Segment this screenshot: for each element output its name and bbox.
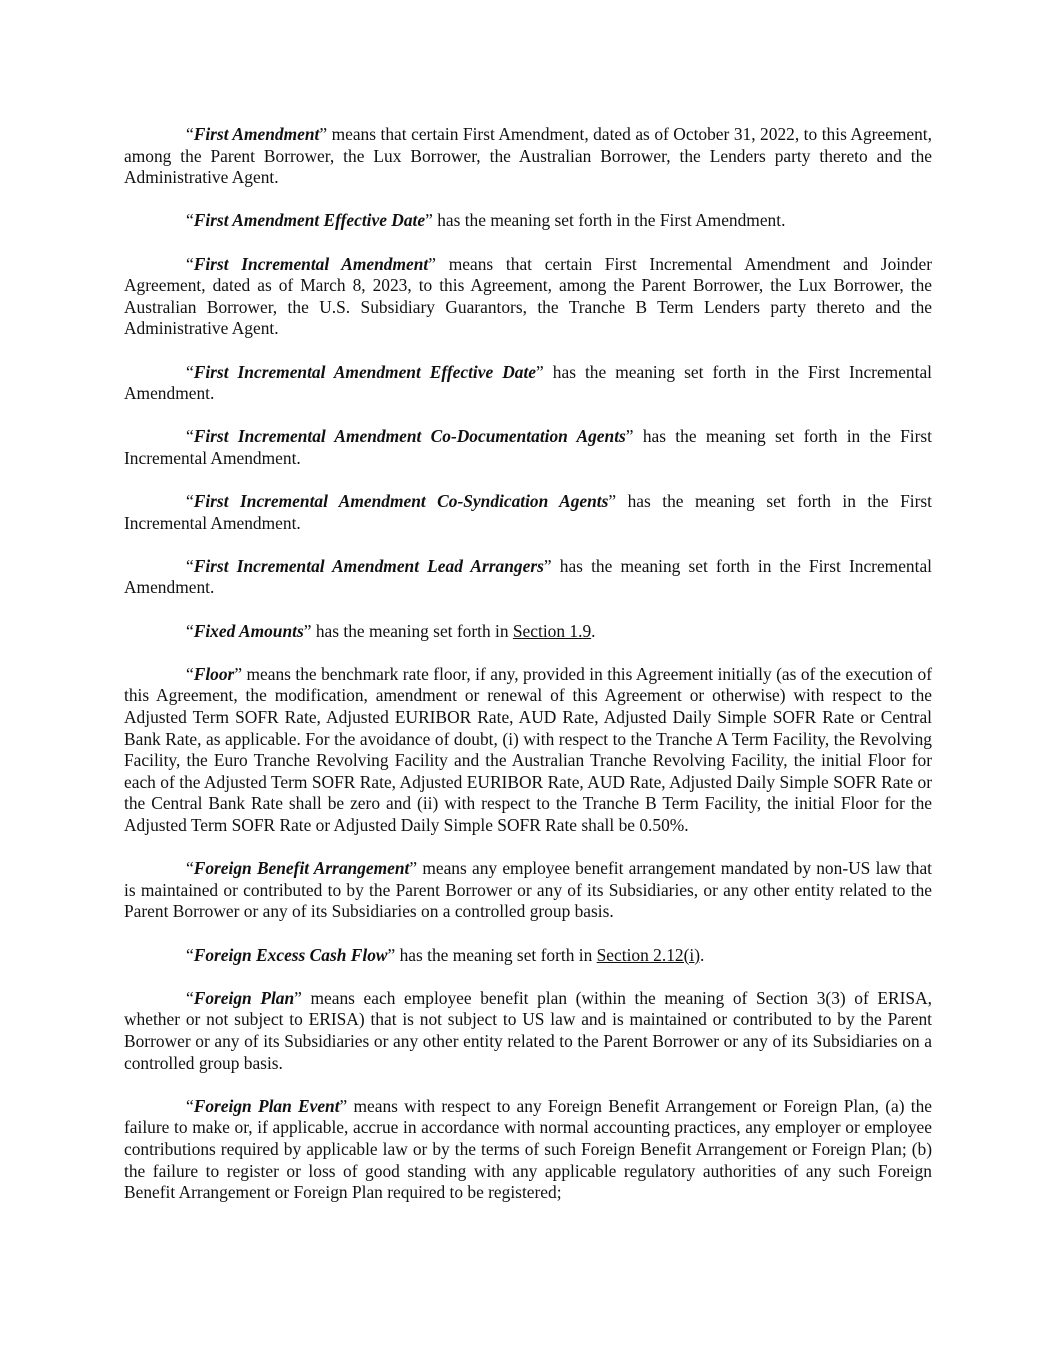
defined-term: First Incremental Amendment <box>193 253 429 274</box>
section-reference-link[interactable]: Section 1.9 <box>512 620 592 641</box>
definition-fixed-amounts: “Fixed Amounts” has the meaning set forth in Section 1.9. <box>186 620 596 641</box>
definition-co-documentation-agents: “First Incremental Amendment Co-Documentation Agents” has the meaning set forth in the First Incremental Amendment. <box>124 426 932 468</box>
defined-term: Foreign Plan Event <box>193 1095 340 1116</box>
definition-text: has the meaning set forth in the First Amendment. <box>432 210 786 231</box>
document-page <box>124 124 932 1225</box>
defined-term: Fixed Amounts <box>193 620 304 641</box>
defined-term: First Incremental Amendment Effective Date <box>193 361 537 382</box>
defined-term: Foreign Benefit Arrangement <box>193 858 410 879</box>
definition-lead-arrangers: “First Incremental Amendment Lead Arrangers” has the meaning set forth in the First Incremental Amendment. <box>124 555 932 598</box>
definition-text: has the meaning set forth in the First Incremental Amendment. <box>124 426 932 468</box>
definition-text: means that certain First Incremental Amendment and Joinder Agreement, dated as of March 8, 2023, to this Agreement, among the Parent Borrower, the Lux Borrower, the Australian Borrower, the U.S. Subsidiary Guarantors, the Tranche B Term Lenders party thereto and the Administrative Agent. <box>124 253 933 339</box>
definition-text-end: . <box>591 620 596 641</box>
defined-term: Foreign Plan <box>193 987 295 1008</box>
definition-first-amendment: “First Amendment” means that certain First Amendment, dated as of October 31, 2022, to this Agreement, among the Parent Borrower, the Lux Borrower, the Australian Borrower, the Lenders party thereto and the Administrative Agent. <box>124 124 932 188</box>
definition-text-end: . <box>700 944 705 965</box>
definition-co-syndication-agents: “First Incremental Amendment Co-Syndication Agents” has the meaning set forth in the First Incremental Amendment. <box>124 491 932 533</box>
definition-foreign-plan-event: “Foreign Plan Event” means with respect to any Foreign Benefit Arrangement or Foreign Plan, (a) the failure to make or, if applicable, accrue in accordance with normal accounting practices, any employer or employee contributions required by applicable law or by the terms of such Foreign Benefit Arrangement or Foreign Plan; (b) the failure to register or loss of good standing with any applicable regulatory authorities of any such Foreign Benefit Arrangement or Foreign Plan required to be registered; <box>124 1095 932 1203</box>
section-reference-link[interactable]: Section 2.12(i) <box>596 944 700 965</box>
definition-text: has the meaning set forth in <box>311 620 513 641</box>
definition-first-incremental-amendment-effective-date: “First Incremental Amendment Effective Date” has the meaning set forth in the First Incremental Amendment. <box>124 361 932 404</box>
definition-text: means with respect to any Foreign Benefit Arrangement or Foreign Plan, (a) the failure to make or, if applicable, accrue in accordance with normal accounting practices, any employer or employee contributions required by applicable law or by the terms of such Foreign Benefit Arrangement or Foreign Plan; (b) the failure to register or loss of good standing with any applicable regulatory authorities of any such Foreign Benefit Arrangement or Foreign Plan required to be registered; <box>124 1095 932 1203</box>
definition-text: has the meaning set forth in the First Incremental Amendment. <box>124 491 932 533</box>
defined-term: Floor <box>193 663 235 684</box>
definition-text: means the benchmark rate floor, if any, provided in this Agreement initially (as of the execution of this Agreement, the modification, amendment or renewal of this Agreement or otherwise) with respect to the Adjusted Term SOFR Rate, Adjusted EURIBOR Rate, AUD Rate, Adjusted Daily Simple SOFR Rate or Central Bank Rate, as applicable. For the avoidance of doubt, (i) with respect to the Tranche A Term Facility, the Revolving Facility, the Euro Tranche Revolving Facility and the Australian Tranche Revolving Facility, the initial Floor for each of the Adjusted Term SOFR Rate, Adjusted EURIBOR Rate, AUD Rate, Adjusted Daily Simple SOFR Rate or the Central Bank Rate shall be zero and (ii) with respect to the Tranche B Term Facility, the initial Floor for the Adjusted Term SOFR Rate or Adjusted Daily Simple SOFR Rate shall be 0.50%. <box>124 663 932 835</box>
definition-text: has the meaning set forth in <box>395 944 597 965</box>
definition-first-amendment-effective-date: “First Amendment Effective Date” has the meaning set forth in the First Amendment. <box>186 210 786 231</box>
definition-text: has the meaning set forth in the First Incremental Amendment. <box>124 361 932 404</box>
defined-term: Foreign Excess Cash Flow <box>193 944 388 965</box>
definition-floor: “Floor” means the benchmark rate floor, if any, provided in this Agreement initially (as of the execution of this Agreement, the modification, amendment or renewal of this Agreement or otherwise) with respect to the Adjusted Term SOFR Rate, Adjusted EURIBOR Rate, AUD Rate, Adjusted Daily Simple SOFR Rate or Central Bank Rate, as applicable. For the avoidance of doubt, (i) with respect to the Tranche A Term Facility, the Revolving Facility, the Euro Tranche Revolving Facility and the Australian Tranche Revolving Facility, the initial Floor for each of the Adjusted Term SOFR Rate, Adjusted EURIBOR Rate, AUD Rate, Adjusted Daily Simple SOFR Rate or the Central Bank Rate shall be zero and (ii) with respect to the Tranche B Term Facility, the initial Floor for the Adjusted Term SOFR Rate or Adjusted Daily Simple SOFR Rate shall be 0.50%. <box>124 663 932 835</box>
definition-text: means any employee benefit arrangement mandated by non-US law that is maintained or contributed to by the Parent Borrower or any of its Subsidiaries, or any other entity related to the Parent Borrower or any of its Subsidiaries on a controlled group basis. <box>124 858 932 922</box>
definition-foreign-plan: “Foreign Plan” means each employee benefit plan (within the meaning of Section 3(3) of ERISA, whether or not subject to ERISA) that is not subject to US law and is maintained or contributed to by the Parent Borrower or any of its Subsidiaries or any other entity related to the Parent Borrower or any of its Subsidiaries on a controlled group basis. <box>124 987 932 1073</box>
defined-term: First Incremental Amendment Lead Arrangers <box>193 555 544 576</box>
definition-foreign-excess-cash-flow: “Foreign Excess Cash Flow” has the meaning set forth in Section 2.12(i). <box>186 944 705 965</box>
definition-text: means each employee benefit plan (within the meaning of Section 3(3) of ERISA, whether or not subject to ERISA) that is not subject to US law and is maintained or contributed to by the Parent Borrower or any of its Subsidiaries or any other entity related to the Parent Borrower or any of its Subsidiaries on a controlled group basis. <box>124 987 932 1073</box>
definition-first-incremental-amendment: “First Incremental Amendment” means that certain First Incremental Amendment and Joinder Agreement, dated as of March 8, 2023, to this Agreement, among the Parent Borrower, the Lux Borrower, the Australian Borrower, the U.S. Subsidiary Guarantors, the Tranche B Term Lenders party thereto and the Administrative Agent. <box>124 253 933 339</box>
defined-term: First Incremental Amendment Co-Documentation Agents <box>193 426 626 447</box>
definition-text: means that certain First Amendment, dated as of October 31, 2022, to this Agreement, among the Parent Borrower, the Lux Borrower, the Australian Borrower, the Lenders party thereto and the Administrative Agent. <box>124 124 932 188</box>
definition-foreign-benefit-arrangement: “Foreign Benefit Arrangement” means any employee benefit arrangement mandated by non-US law that is maintained or contributed to by the Parent Borrower or any of its Subsidiaries, or any other entity related to the Parent Borrower or any of its Subsidiaries on a controlled group basis. <box>124 858 932 922</box>
defined-term: First Amendment <box>193 124 320 144</box>
defined-term: First Amendment Effective Date <box>193 210 426 231</box>
defined-term: First Incremental Amendment Co-Syndication Agents <box>193 491 609 512</box>
definition-text: has the meaning set forth in the First Incremental Amendment. <box>124 555 932 598</box>
